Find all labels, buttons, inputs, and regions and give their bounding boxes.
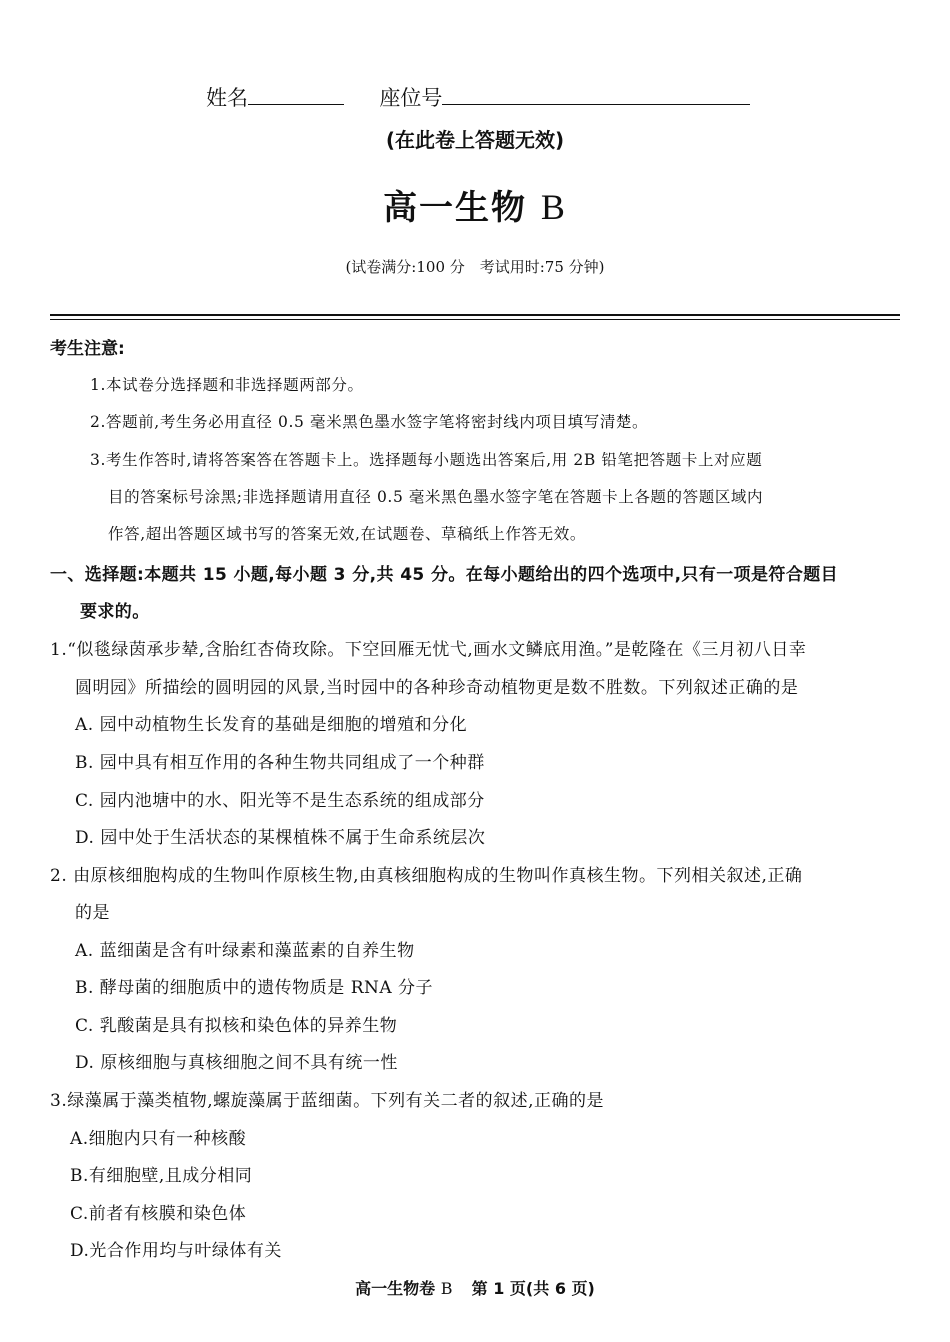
invalid-note: (在此卷上答题无效) [385,128,565,152]
option-b: B.有细胞壁,且成分相同 [70,1166,253,1186]
name-label: 姓名 [206,86,248,110]
notice-item: 2.答题前,考生务必用直径 0.5 毫米黑色墨水签字笔将密封线内项目填写清楚。 [90,413,649,431]
option-c: C. 乳酸菌是具有拟核和染色体的异养生物 [75,1016,398,1036]
paper-title [0,180,950,229]
name-blank[interactable] [248,84,344,105]
option-a: A. 蓝细菌是含有叶绿素和藻蓝素的自养生物 [75,941,415,961]
question-stem: 1.“似毯绿茵承步辇,含胎红杏倚玫除。下空回雁无忧弋,画水文鳞底用渔。”是乾隆在《三月初八日幸 [50,640,807,660]
footer-letter: B [440,1279,453,1298]
name-seat-line [206,82,750,112]
section-heading-continued: 要求的。 [80,602,150,622]
notice-item-continued: 目的答案标号涂黑;非选择题请用直径 0.5 毫米黑色墨水签字笔在答题卡上各题的答题区域内 [108,488,764,506]
question-stem: 2. 由原核细胞构成的生物叫作原核生物,由真核细胞构成的生物叫作真核生物。下列相关叙述,正确 [50,866,803,886]
section-heading: 一、选择题:本题共 15 小题,每小题 3 分,共 45 分。在每小题给出的四个选项中,只有一项是符合题目 [50,565,839,585]
question-stem-continued: 圆明园》所描绘的圆明园的风景,当时园中的各种珍奇动植物更是数不胜数。下列叙述正确的是 [75,678,799,698]
option-a: A. 园中动植物生长发育的基础是细胞的增殖和分化 [75,715,468,735]
option-d: D.光合作用均与叶绿体有关 [70,1241,282,1261]
seat-blank[interactable] [442,84,750,105]
paper-meta: (试卷满分:100 分 考试用时:75 分钟) [345,258,605,276]
option-d: D. 原核细胞与真核细胞之间不具有统一性 [75,1053,398,1073]
notice-item: 3.考生作答时,请将答案答在答题卡上。选择题每小题选出答案后,用 2B 铅笔把答题卡上对应题 [90,451,763,469]
page-number: 第 1 页(共 6 页) [471,1279,595,1298]
paper-title-cn: 高一生物 [383,188,528,228]
seat-label: 座位号 [379,86,443,110]
notice-title: 考生注意: [50,339,125,359]
paper-title-letter: B [540,187,567,227]
header-rule-thin [50,319,900,320]
question-stem-continued: 的是 [75,903,110,923]
option-d: D. 园中处于生活状态的某棵植株不属于生命系统层次 [75,828,486,848]
footer-title: 高一生物卷 [355,1279,436,1298]
option-a: A.细胞内只有一种核酸 [70,1129,247,1149]
option-b: B. 园中具有相互作用的各种生物共同组成了一个种群 [75,753,485,773]
header-rule-thick [50,314,900,316]
option-b: B. 酵母菌的细胞质中的遗传物质是 RNA 分子 [75,978,434,998]
notice-item: 1.本试卷分选择题和非选择题两部分。 [90,376,364,394]
option-c: C. 园内池塘中的水、阳光等不是生态系统的组成部分 [75,791,485,811]
option-c: C.前者有核膜和染色体 [70,1204,247,1224]
question-stem: 3.绿藻属于藻类植物,螺旋藻属于蓝细菌。下列有关二者的叙述,正确的是 [50,1091,605,1111]
notice-item-continued: 作答,超出答题区域书写的答案无效,在试题卷、草稿纸上作答无效。 [108,525,586,543]
page-footer [0,1276,950,1299]
